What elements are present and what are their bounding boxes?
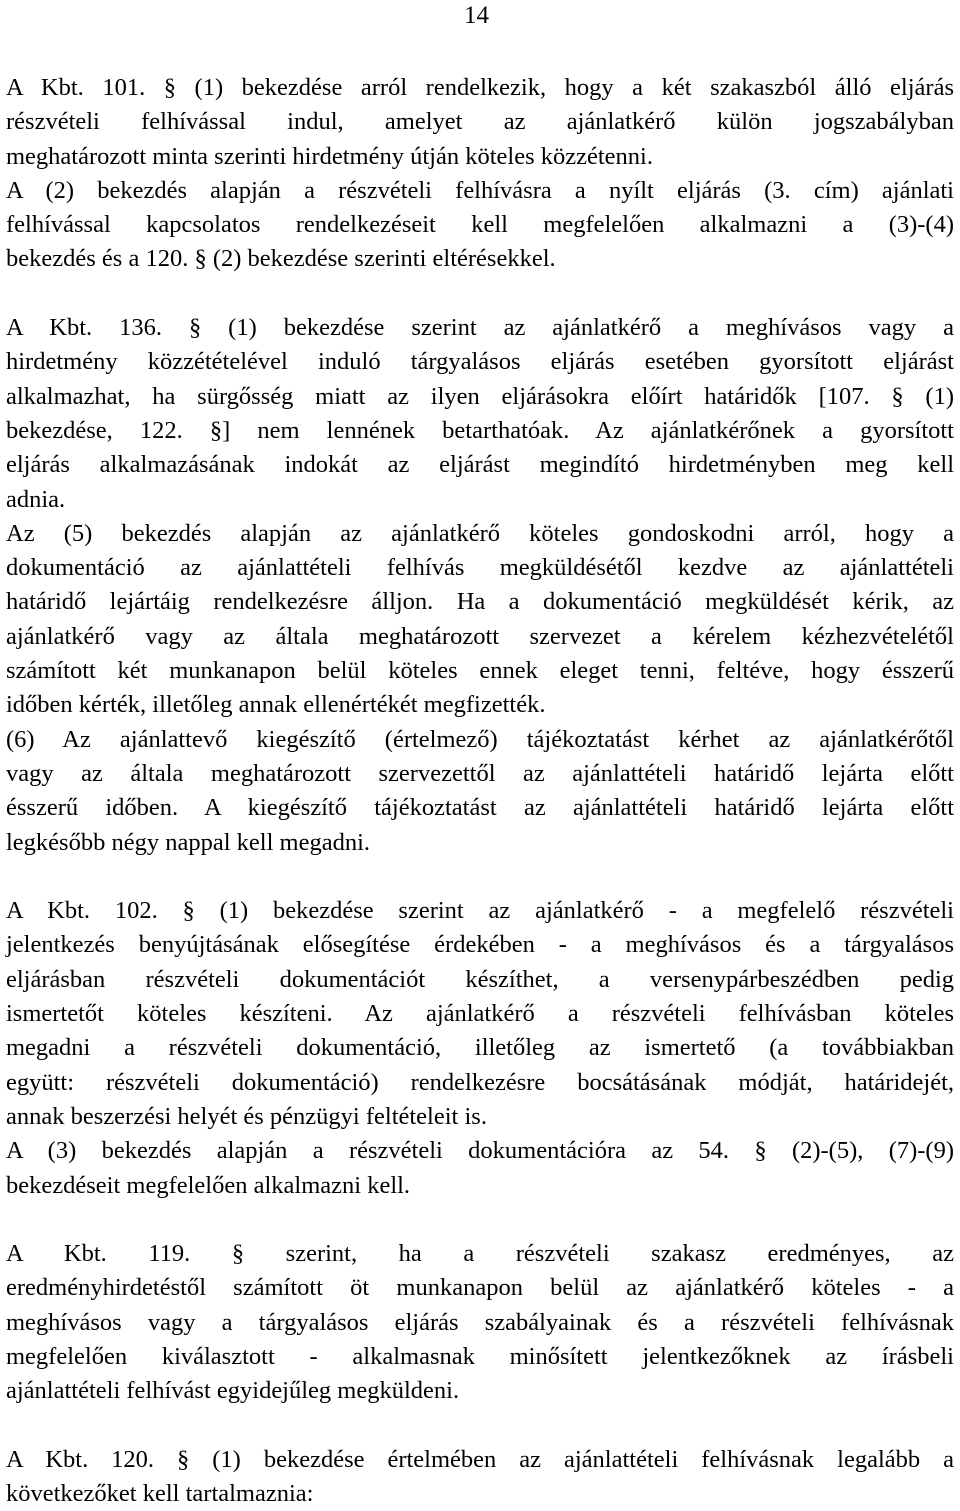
text-line: következőket kell tartalmaznia: xyxy=(6,1480,314,1508)
text-line: Az (5) bekezdés alapján az ajánlatkérő köteles gondoskodni arról, hogy a xyxy=(6,519,954,547)
text-line: bekezdése, 122. §] nem lennének betarthatóak. Az ajánlatkérőnek a gyorsított xyxy=(6,416,954,444)
paragraph xyxy=(6,71,954,174)
text-line: ismertetőt köteles készíteni. Az ajánlatkérő a részvételi felhívásban köteles xyxy=(6,1000,954,1028)
text-line: ajánlatkérő vagy az általa meghatározott szervezet a kérelem kézhezvételétől xyxy=(6,622,954,650)
text-line: A Kbt. 102. § (1) bekezdése szerint az ajánlatkérő - a megfelelő részvételi xyxy=(6,897,954,925)
text-line: bekezdés és a 120. § (2) bekezdése szerinti eltérésekkel. xyxy=(6,245,556,273)
paragraph xyxy=(6,1134,954,1203)
text-line: A Kbt. 101. § (1) bekezdése arról rendelkezik, hogy a két szakaszból álló eljárás xyxy=(6,74,954,101)
paragraph xyxy=(6,174,954,277)
text-line: megfelelően kiválasztott - alkalmasnak minősített jelentkezőknek az írásbeli xyxy=(6,1342,954,1370)
text-line: alkalmazhat, ha sürgősség miatt az ilyen eljárásokra előírt határidők [107. § (1) xyxy=(6,382,954,410)
text-line: A Kbt. 119. § szerint, ha a részvételi szakasz eredményes, az xyxy=(6,1240,954,1268)
text-line: eljárás alkalmazásának indokát az eljárást megindító hirdetményben meg kell xyxy=(6,451,954,479)
page-number: 14 xyxy=(464,2,489,29)
text-line: legkésőbb négy nappal kell megadni. xyxy=(6,828,370,856)
text-line: bekezdéseit megfelelően alkalmazni kell. xyxy=(6,1171,411,1199)
paragraph-gap xyxy=(6,860,954,894)
paragraph xyxy=(6,517,954,723)
paragraph-gap xyxy=(6,1203,954,1237)
text-line: ajánlattételi felhívást egyidejűleg megküldeni. xyxy=(6,1377,460,1405)
text-line: A Kbt. 120. § (1) bekezdése értelmében az ajánlattételi felhívásnak legalább a xyxy=(6,1445,954,1473)
text-line: (6) Az ajánlattevő kiegészítő (értelmező) tájékoztatást kérhet az ajánlatkérőtől xyxy=(6,725,954,753)
text-line: számított két munkanapon belül köteles ennek eleget tenni, feltéve, hogy ésszerű xyxy=(6,657,954,685)
paragraph xyxy=(6,894,954,1134)
paragraph xyxy=(6,1237,954,1408)
text-line: ésszerű időben. A kiegészítő tájékoztatást az ajánlattételi határidő lejárta előtt xyxy=(6,794,954,822)
paragraph xyxy=(6,723,954,860)
text-line: dokumentáció az ajánlattételi felhívás megküldésétől kezdve az ajánlattételi xyxy=(6,554,954,582)
text-line: eljárásban részvételi dokumentációt készíthet, a versenypárbeszédben pedig xyxy=(6,965,954,993)
text-line: A (2) bekezdés alapján a részvételi felhívásra a nyílt eljárás (3. cím) ajánlati xyxy=(6,176,954,204)
document-body xyxy=(6,71,954,1511)
paragraph xyxy=(6,1443,954,1511)
text-line: A (3) bekezdés alapján a részvételi dokumentációra az 54. § (2)-(5), (7)-(9) xyxy=(6,1137,954,1165)
text-line: A Kbt. 136. § (1) bekezdése szerint az ajánlatkérő a meghívásos vagy a xyxy=(6,314,954,342)
text-line: meghívásos vagy a tárgyalásos eljárás szabályainak és a részvételi felhívásnak xyxy=(6,1308,954,1336)
text-line: vagy az általa meghatározott szervezettől az ajánlattételi határidő lejárta előtt xyxy=(6,759,954,787)
text-line: annak beszerzési helyét és pénzügyi feltételeit is. xyxy=(6,1102,487,1130)
text-line: hirdetmény közzétételével induló tárgyalásos eljárás esetében gyorsított eljárást xyxy=(6,348,954,376)
text-line: jelentkezés benyújtásának elősegítése érdekében - a meghívásos és a tárgyalásos xyxy=(6,931,954,959)
text-line: részvételi felhívással indul, amelyet az ajánlatkérő külön jogszabályban xyxy=(6,108,954,136)
text-line: felhívással kapcsolatos rendelkezéseit kell megfelelően alkalmazni a (3)-(4) xyxy=(6,211,954,239)
text-line: megadni a részvételi dokumentáció, illetőleg az ismertető (a továbbiakban xyxy=(6,1034,954,1062)
text-line: eredményhirdetéstől számított öt munkanapon belül az ajánlatkérő köteles - a xyxy=(6,1274,954,1302)
text-line: időben kérték, illetőleg annak ellenértékét megfizették. xyxy=(6,691,546,719)
paragraph-gap xyxy=(6,1409,954,1443)
text-line: határidő lejártáig rendelkezésre álljon. Ha a dokumentáció megküldését kérik, az xyxy=(6,588,954,616)
paragraph-gap xyxy=(6,277,954,311)
text-line: együtt: részvételi dokumentáció) rendelkezésre bocsátásának módját, határidejét, xyxy=(6,1068,954,1096)
text-line: adnia. xyxy=(6,485,66,513)
paragraph xyxy=(6,311,954,517)
text-line: meghatározott minta szerinti hirdetmény útján köteles közzétenni. xyxy=(6,142,653,170)
